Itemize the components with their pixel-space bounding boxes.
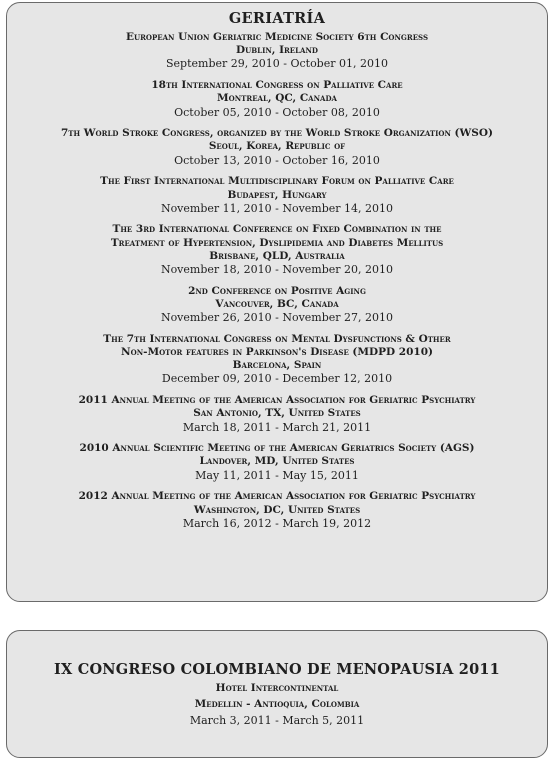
event-dates: November 18, 2010 - November 20, 2010 (160, 263, 394, 277)
event-item (7, 285, 547, 325)
event-location: Landover, MD, United States (199, 455, 355, 468)
geriatria-panel (6, 2, 548, 602)
event-title: 2012 Annual Meeting of the American Association for Geriatric Psychiatry (78, 490, 476, 503)
event-item (7, 223, 547, 276)
event-location: Dublin, Ireland (236, 44, 318, 57)
event-dates: March 18, 2011 - March 21, 2011 (182, 420, 372, 434)
event-item (7, 127, 547, 167)
event-item (7, 333, 547, 386)
event-dates: September 29, 2010 - October 01, 2010 (166, 57, 388, 71)
event-title: 2010 Annual Scientific Meeting of the American Geriatrics Society (AGS) (79, 442, 475, 455)
event-dates: November 26, 2010 - November 27, 2010 (160, 311, 394, 325)
event-location: Washington, DC, United States (193, 503, 361, 516)
event-list (7, 31, 547, 530)
menopausia-panel (6, 630, 548, 758)
event-dates: March 16, 2012 - March 19, 2012 (182, 516, 372, 530)
congress-title: IX CONGRESO COLOMBIANO DE MENOPAUSIA 2011 (54, 661, 500, 678)
event-item (7, 490, 547, 530)
event-item (7, 31, 547, 71)
event-title: Treatment of Hypertension, Dyslipidemia and Diabetes Mellitus (110, 236, 444, 249)
congress-details (7, 681, 547, 729)
event-title: 2011 Annual Meeting of the American Association for Geriatric Psychiatry (78, 394, 476, 407)
location: Medellin - Antioquia, Colombia (194, 697, 360, 710)
event-title: Non-Motor features in Parkinson's Disease (MDPD 2010) (121, 346, 433, 359)
venue: Hotel Intercontinental (215, 682, 339, 694)
event-dates: October 05, 2010 - October 08, 2010 (174, 105, 380, 119)
event-dates: December 09, 2010 - December 12, 2010 (161, 372, 393, 386)
event-location: Barcelona, Spain (232, 359, 322, 372)
event-dates: May 11, 2011 - May 15, 2011 (195, 468, 359, 482)
event-location: San Antonio, TX, United States (193, 407, 361, 420)
section-heading: GERIATRÍA (228, 10, 326, 27)
event-title: European Union Geriatric Medicine Society 6th Congress (125, 31, 429, 43)
event-title: The 3rd International Conference on Fixed Combination in the (112, 223, 442, 236)
event-item (7, 175, 547, 215)
event-location: Vancouver, BC, Canada (215, 297, 339, 310)
event-item (7, 394, 547, 434)
dates: March 3, 2011 - March 5, 2011 (189, 714, 365, 727)
event-title: The 7th International Congress on Mental Dysfunctions & Other (103, 332, 451, 345)
event-dates: November 11, 2010 - November 14, 2010 (160, 201, 394, 215)
event-title: 18th International Congress on Palliative Care (151, 79, 403, 92)
event-dates: October 13, 2010 - October 16, 2010 (174, 153, 380, 167)
event-location: Brisbane, QLD, Australia (209, 249, 345, 262)
event-location: Seoul, Korea, Republic of (208, 140, 346, 153)
event-location: Montreal, QC, Canada (217, 92, 337, 105)
event-item (7, 442, 547, 482)
event-title: 2nd Conference on Positive Aging (188, 284, 366, 297)
event-title: The First International Multidisciplinary Forum on Palliative Care (100, 175, 454, 188)
event-title: 7th World Stroke Congress, organized by the World Stroke Organization (WSO) (60, 127, 494, 140)
event-item (7, 79, 547, 119)
event-location: Budapest, Hungary (227, 188, 327, 201)
